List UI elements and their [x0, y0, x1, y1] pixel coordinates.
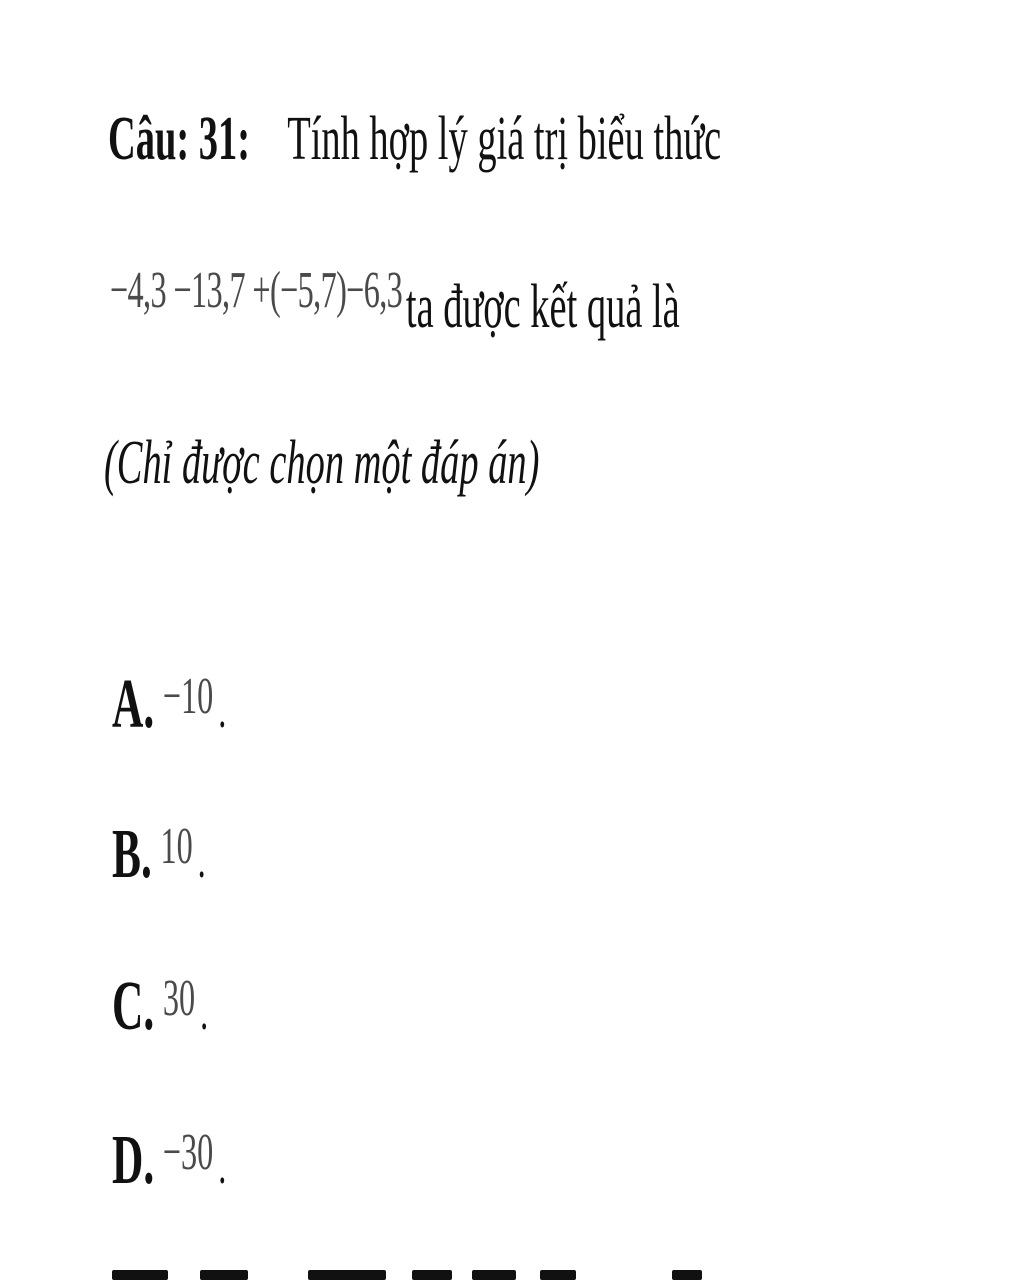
expression-tail: ta được kết quả là: [405, 273, 680, 341]
option-letter: D.: [112, 1122, 155, 1199]
option-b[interactable]: [112, 816, 263, 893]
instruction-label: (Chỉ được chọn một đáp án): [104, 429, 540, 497]
question-prompt: Tính hợp lý giá trị biểu thức: [287, 105, 722, 173]
option-a[interactable]: [112, 666, 296, 743]
option-value: −10: [162, 668, 214, 725]
question-label: Câu: 31:: [108, 105, 251, 173]
instruction-text: [104, 429, 806, 497]
option-end: .: [218, 682, 227, 739]
option-end: .: [218, 1138, 227, 1195]
option-end: .: [200, 984, 209, 1041]
option-d[interactable]: [112, 1122, 296, 1199]
option-value: 10: [160, 818, 193, 875]
option-letter: C.: [112, 968, 155, 1045]
option-value: −30: [162, 1124, 214, 1181]
option-end: .: [197, 832, 206, 889]
question-header: [108, 105, 1024, 173]
math-expression: −4,3 −13,7 +(−5,7)−6,3: [110, 262, 403, 319]
option-c[interactable]: [112, 968, 267, 1045]
expression-line: [110, 262, 1024, 341]
option-letter: B.: [112, 816, 152, 893]
next-question-fragment: [112, 1252, 712, 1280]
option-value: 30: [162, 970, 196, 1027]
option-letter: A.: [112, 666, 155, 743]
